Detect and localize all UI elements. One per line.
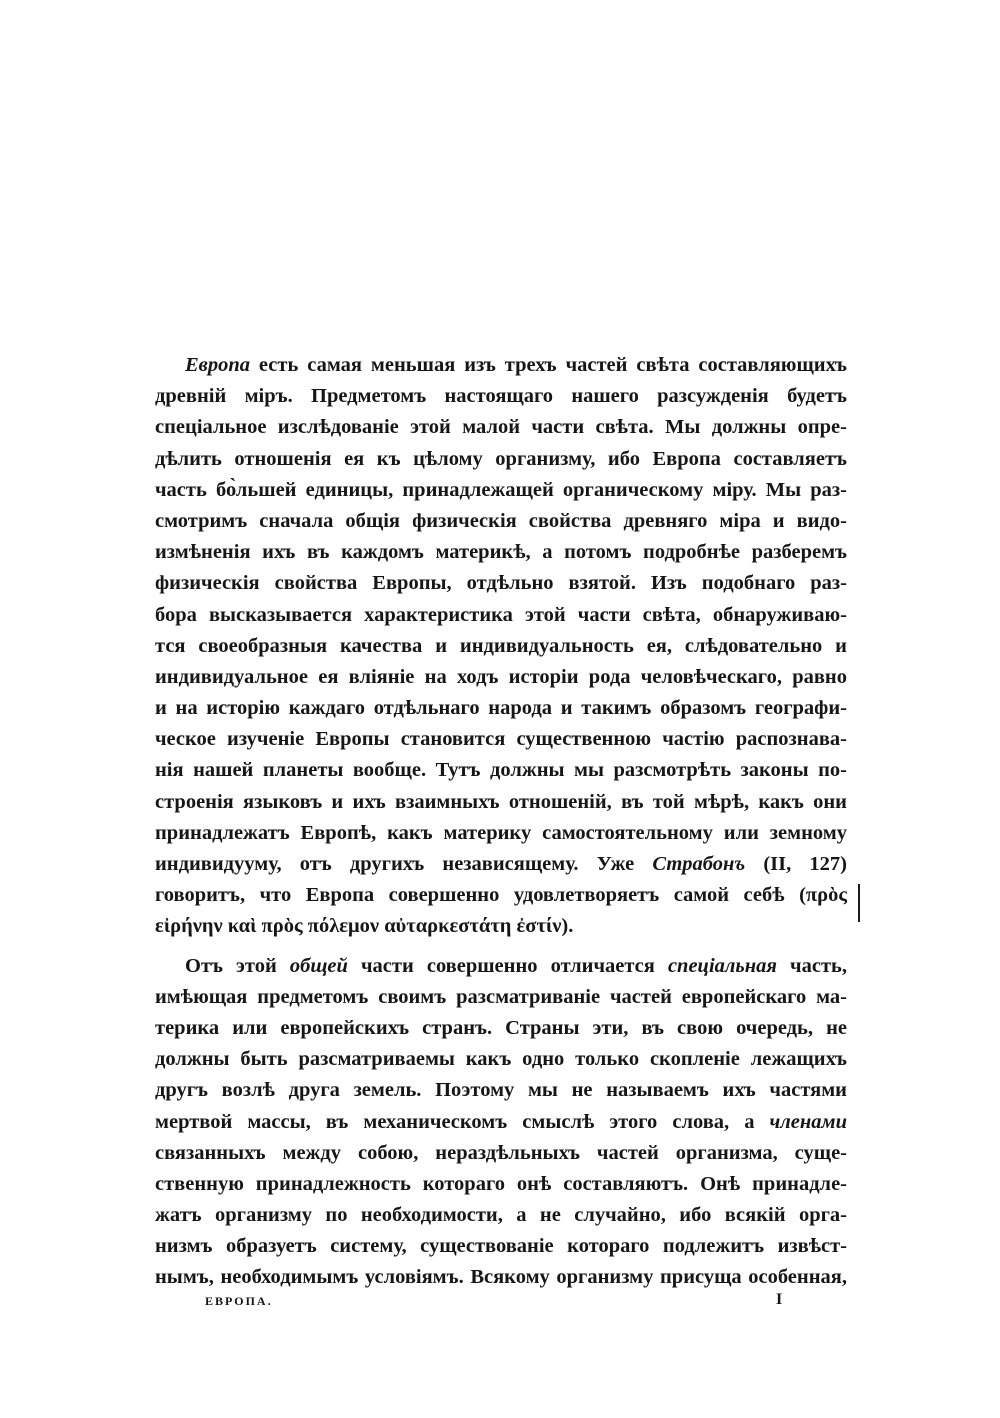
italic-term: спеціальная [667,954,777,977]
greek-quote-line: εἰρήνην καὶ πρὸς πόλεμον αὐταρκεστάτη ἐστίν). [155,915,574,938]
text-line: ческое изученіе Европы становится существенною частію распознава- [155,728,847,751]
paragraph-gap [155,943,847,951]
footer-signature-mark: I [776,1291,783,1308]
text-line: измѣненія ихъ въ каждомъ материкѣ, а потомъ подробнѣе разберемъ [155,541,847,564]
text-line: спеціальное изслѣдованіе этой малой части свѣта. Мы должны опре- [155,416,847,439]
italic-term: Европа [185,354,250,376]
body-text [155,350,847,1294]
text-line: низмъ образуетъ систему, существованіе котораго подлежитъ извѣст- [155,1235,847,1258]
text-line: имѣющая предметомъ своимъ разсматриваніе частей европейскаго ма- [155,985,847,1008]
text-line: жатъ организму по необходимости, а не случайно, ибо всякій орга- [155,1204,847,1227]
text-line: Европа есть самая меньшая изъ трехъ частей свѣта составляющихъ [185,354,847,376]
paragraph-1 [155,350,847,943]
text-line: и на исторію каждаго отдѣльнаго народа и такимъ образомъ географи- [155,697,847,720]
text-line: древній міръ. Предметомъ настоящаго нашего разсужденія будетъ [155,385,847,408]
text-line: индивидуальное ея вліяніе на ходъ исторіи рода человѣческаго, равно [155,665,847,688]
text-line: дѣлить отношенія ея къ цѣлому организму, ибо Европа составляетъ [155,447,847,470]
text-line: индивидууму, отъ другихъ независящему. Уже Страбонъ (II, 127) [155,853,847,875]
text-line: говоритъ, что Европа совершенно удовлетворяетъ самой себѣ (πρὸς [155,884,847,907]
italic-term: общей [289,954,348,977]
text-line: нымъ, необходимымъ условіямъ. Всякому организму присуща особенная, [155,1266,847,1289]
text-line: строенія языковъ и ихъ взаимныхъ отношеній, въ той мѣрѣ, какъ они [155,790,847,813]
text-line: терика или европейскихъ странъ. Страны эти, въ свою очередь, не [155,1016,847,1039]
text-line: физическія свойства Европы, отдѣльно взятой. Изъ подобнаго раз- [155,572,847,595]
text-line: тся своеобразныя качества и индивидуальность ея, слѣдовательно и [155,634,847,657]
text-line: ственную принадлежность котораго онѣ составляютъ. Онѣ принадле- [155,1172,847,1195]
text-line: связанныхъ между собою, нераздѣльныхъ частей организма, суще- [155,1141,847,1164]
text-line: принадлежатъ Европѣ, какъ материку самостоятельному или земному [155,821,847,844]
paragraph-2 [155,951,847,1294]
italic-term: членами [769,1110,847,1133]
text-line: другъ возлѣ друга земель. Поэтому мы не называемъ ихъ частями [155,1079,847,1102]
text-line: бора высказывается характеристика этой части свѣта, обнаруживаю- [155,603,847,626]
text-line: должны быть разсматриваемы какъ одно только скопленіе лежащихъ [155,1048,847,1071]
text-line: часть бо̀льшей единицы, принадлежащей органическому міру. Мы раз- [155,478,847,501]
text-line: нія нашей планеты вообще. Тутъ должны мы разсмотрѣть законы по- [155,759,847,782]
text-line: смотримъ сначала общія физическія свойства древняго міра и видо- [155,509,847,532]
footer-signature-title: ЕВРОПА. [205,1294,273,1308]
text-line: Отъ этой общей части совершенно отличается спеціальная часть, [185,954,847,977]
text-line: мертвой массы, въ механическомъ смыслѣ этого слова, а членами [155,1110,847,1133]
italic-author: Страбонъ [652,853,746,875]
margin-mark [858,884,860,922]
